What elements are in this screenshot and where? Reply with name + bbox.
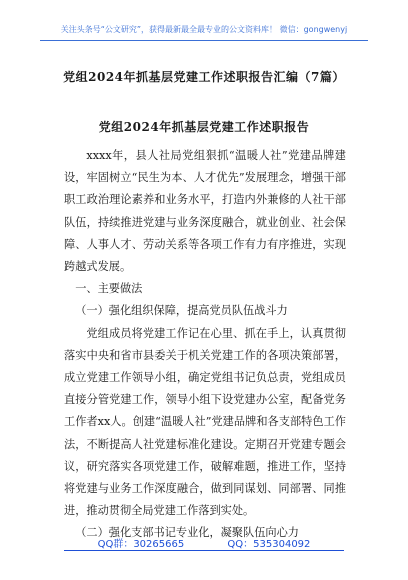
footer-contacts	[0, 535, 408, 550]
qq-group: QQ群：30265665	[97, 539, 185, 550]
header-note: 关注头条号“公文研究”，获得最新最全最专业的公文资料库！ 微信：gongwenyj	[60, 25, 348, 34]
report-title: 党组2024年抓基层党建工作述职报告	[98, 120, 310, 134]
section-heading: 一、主要做法	[75, 282, 143, 296]
report-body	[64, 145, 346, 545]
document-title: 党组2024年抓基层党建工作述职报告汇编（7篇）	[63, 70, 345, 84]
footer-divider	[64, 550, 344, 551]
intro-paragraph: xxxx年，县人社局党组狠抓“温暖人社”党建品牌建设，牢固树立“民生为本、人才优先”发展理念，增强干部职工政治理论素养和业务水平，打造内外兼修的人社干部队伍，持续推进党建与业务深度融合，就业创业、社会保障、人事人才、劳动关系等各项工作有力有序推进，实现跨越式发展。	[64, 149, 346, 274]
header-divider	[40, 40, 368, 41]
subsection-heading: （二）强化支部书记专业化，凝聚队伍向心力	[75, 526, 299, 540]
qq-contact: QQ：535304092	[227, 539, 311, 550]
subsection-heading: （一）强化组织保障，提高党员队伍战斗力	[75, 304, 288, 318]
body-paragraph: 党组成员将党建工作记在心里、抓在手上，认真贯彻落实中央和省市县委关于机关党建工作的各项决策部署，成立党建工作领导小组，确定党组书记负总责，党组成员直接分管党建工作，领导小组下设党建办公室，配备党务工作者xx人。创建“温暖人社”党建品牌和各支部特色工作法，不断提高人社党建标准化建设。定期召开党建专题会议，研究落实各项党建工作，破解难题，推进工作，坚持将党建与业务工作深度融合，做到同谋划、同部署、同推进，推动贯彻全局党建工作落到实处。	[64, 326, 346, 518]
